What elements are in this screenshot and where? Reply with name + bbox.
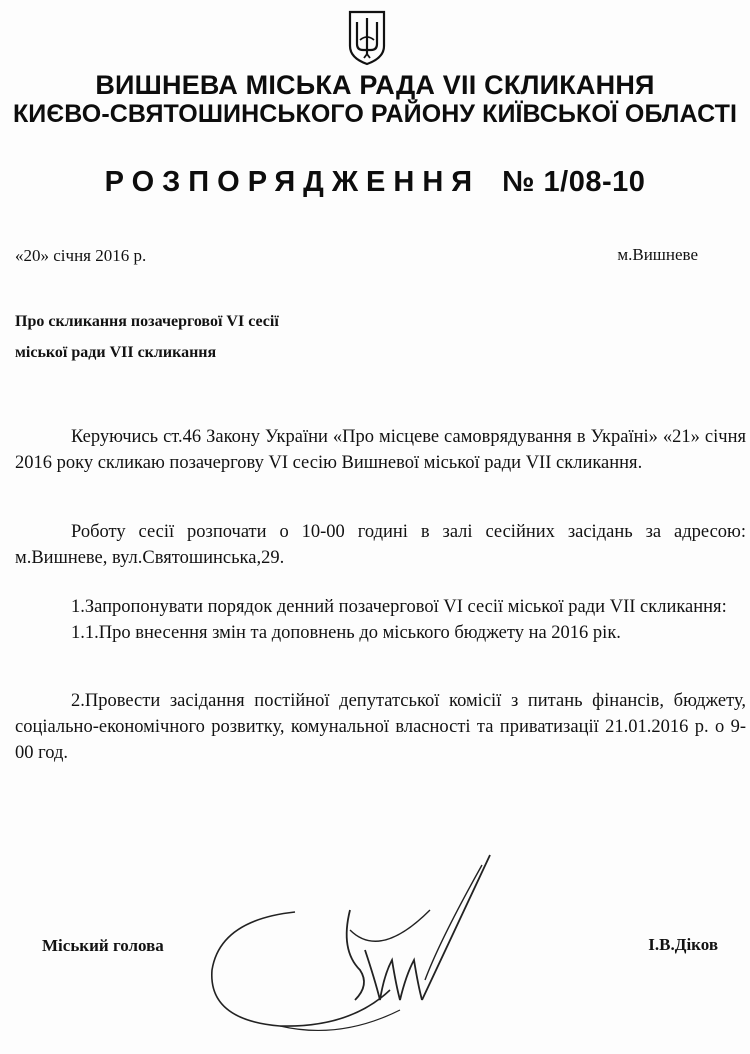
order-title: РОЗПОРЯДЖЕННЯ bbox=[104, 166, 481, 198]
signer-name: І.В.Діков bbox=[648, 935, 718, 954]
subject-line-2: міської ради VII скликання bbox=[15, 344, 217, 361]
order-city: м.Вишневе bbox=[617, 245, 698, 264]
paragraph-text: 2.Провести засідання постійної депутатської комісії з питань фінансів, бюджету, соціально-економічного розвитку, комунальної власності та приватизації 21.01.2016 р. о 9-00 год. bbox=[15, 691, 746, 763]
trident-emblem-icon bbox=[347, 10, 387, 66]
council-district: КИЄВО-СВЯТОШИНСЬКОГО РАЙОНУ КИЇВСЬКОЇ ОБЛАСТІ bbox=[12, 100, 738, 128]
body-paragraph bbox=[15, 688, 746, 766]
council-name: ВИШНЕВА МІСЬКА РАДА VII СКЛИКАННЯ bbox=[95, 70, 655, 100]
agenda-item: 1.1.Про внесення змін та доповнень до міського бюджету на 2016 рік. bbox=[71, 623, 621, 643]
paragraph-text: Керуючись ст.46 Закону України «Про місцеве самоврядування в Україні» «21» січня 2016 року скликаю позачергову VI сесію Вишневої міської ради VII скликання. bbox=[15, 427, 746, 473]
body-paragraph bbox=[15, 519, 746, 571]
order-number: № 1/08-10 bbox=[502, 166, 646, 198]
signer-title: Міський голова bbox=[42, 936, 164, 955]
subject-line-1: Про скликання позачергової VI сесії bbox=[15, 313, 279, 330]
paragraph-text: 1.Запропонувати порядок денний позачергової VI сесії міської ради VII скликання: bbox=[71, 597, 727, 617]
body-paragraph bbox=[15, 424, 746, 476]
order-date: «20» січня 2016 р. bbox=[15, 246, 147, 265]
handwritten-signature bbox=[200, 850, 500, 1050]
body-paragraph bbox=[15, 594, 746, 646]
paragraph-text: Роботу сесії розпочати о 10-00 годині в залі сесійних засідань за адресою: м.Вишневе, вул.Святошинська,29. bbox=[15, 522, 746, 568]
order-heading bbox=[0, 166, 750, 199]
